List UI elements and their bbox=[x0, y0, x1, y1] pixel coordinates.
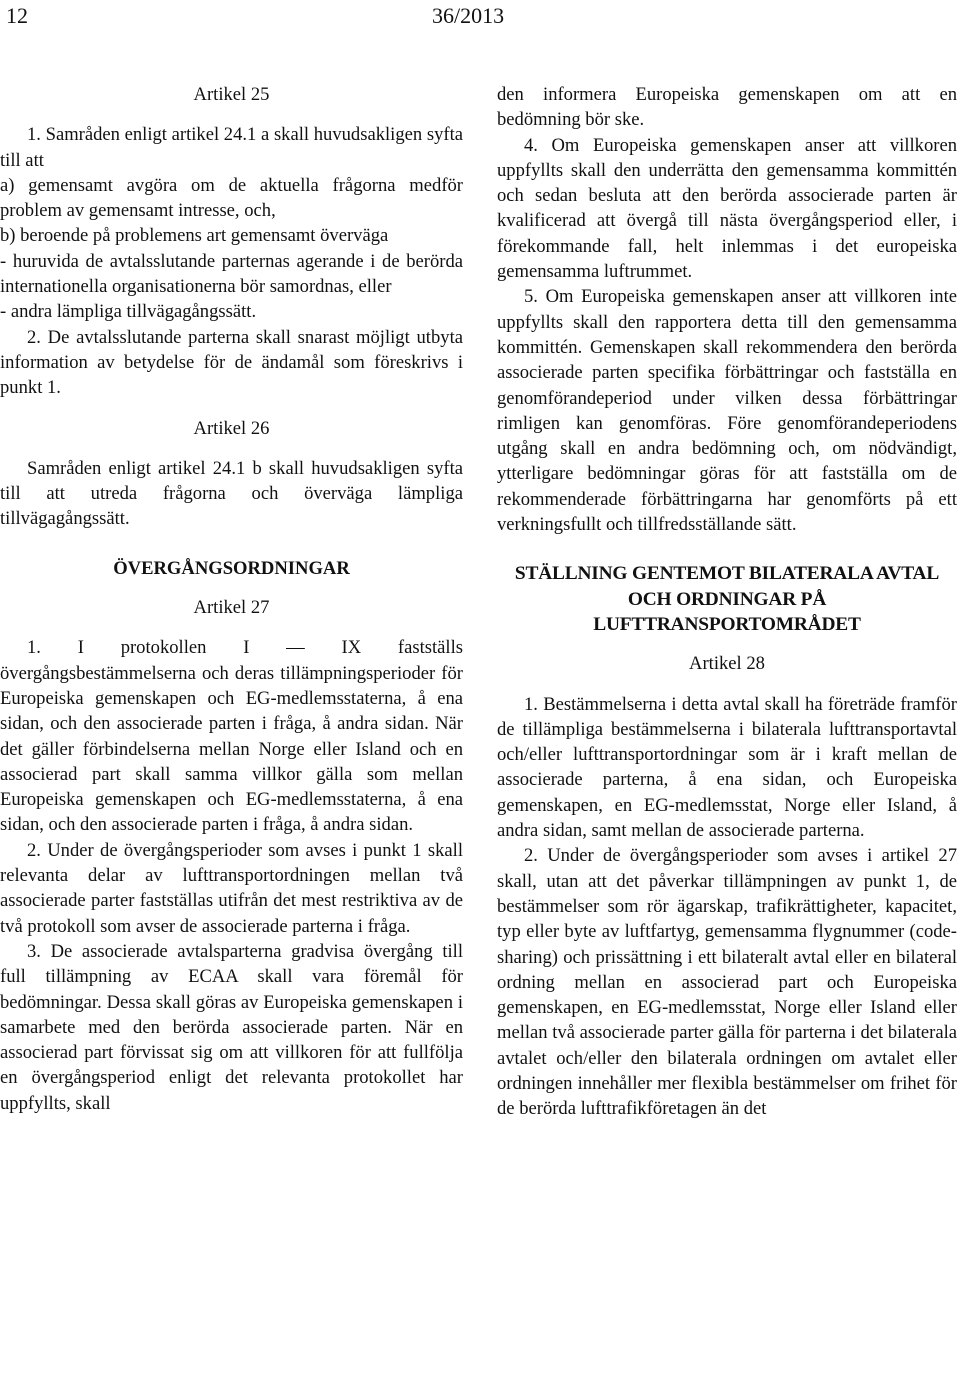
article-25-title: Artikel 25 bbox=[193, 84, 270, 105]
article-27-paragraph-1: 1. I protokollen I — IX fastställs övergångsbestämmelserna och deras tillämpningsperioder för Europeiska gemenskapen och EG-medlemsstaterna, å ena sidan, och den associerade parten i fråga, å andra sidan. När det gäller förbindelserna mellan Norge eller Island och en associerad part skall samma villkor gälla som mellan Europeiska gemenskapen och EG-medlemsstaterna, å ena sidan, och den associerade parten i fråga, å andra sidan. bbox=[0, 637, 463, 836]
article-25-paragraph-1: 1. Samråden enligt artikel 24.1 a skall huvudsakligen syfta till att bbox=[0, 124, 463, 171]
section-heading-transitional: ÖVERGÅNGSORDNINGAR bbox=[113, 557, 350, 579]
section-heading-bilateral: STÄLLNING GENTEMOT BILATERALA AVTAL OCH ORDNINGAR PÅ LUFTTRANSPORTOMRÅDET bbox=[514, 563, 940, 635]
page-header bbox=[0, 0, 960, 30]
article-27-paragraph-5: 5. Om Europeiska gemenskapen anser att villkoren inte uppfyllts skall den rapportera detta till den gemensamma kommittén. Gemenskapen skall rekommendera den berörda associerade parten specifika förbättringar och fastställa en genomförandeperiod under vilken dessa förbättringar rimligen kan genomföras. Före genomförandeperiodens utgång skall en andra bedömning och, om nödvändigt, ytterligare bedömningar göras för att fastställa om de rekommenderade förbättringarna har genomförts på ett verkningsfullt och tillfredsställande sätt. bbox=[497, 286, 957, 536]
article-28-title: Artikel 28 bbox=[689, 653, 765, 675]
left-column bbox=[0, 82, 463, 1116]
article-25-dash-2: - andra lämpliga tillvägagångssätt. bbox=[0, 301, 257, 323]
article-28-paragraph-1: 1. Bestämmelserna i detta avtal skall ha företräde framför de tillämpliga bestämmelserna i bilaterala lufttransportavtal och/eller lufttransportordningar som är i kraft mellan de associerade parterna, å ena sidan, och Europeiska gemenskapen, en EG-medlemsstat, Norge eller Island, å andra sidan, samt mellan de associerade parterna. bbox=[497, 693, 957, 842]
article-25-dash-1: - huruvida de avtalsslutande parternas agerande i de berörda internationella organisationerna bör samordnas, eller bbox=[0, 250, 463, 298]
article-26-paragraph: Samråden enligt artikel 24.1 b skall huvudsakligen syfta till att utreda frågorna och överväga lämpliga tillvägagångssätt. bbox=[0, 457, 463, 530]
continued-paragraph: den informera Europeiska gemenskapen om att en bedömning bör ske. bbox=[497, 84, 957, 131]
article-25-item-a: a) gemensamt avgöra om de aktuella frågorna medför problem av gemensamt intresse, och, bbox=[0, 174, 463, 222]
article-27-paragraph-3: 3. De associerade avtalsparterna gradvisa övergång till full tillämpning av ECAA skall vara föremål för bedömningar. Dessa skall göras av Europeiska gemenskapen i samarbete med den berörda associerade parten. När en associerad part förvissat sig om att villkoren för att fullfölja en övergångsperiod enligt det relevanta protokollet har uppfyllts, skall bbox=[0, 940, 463, 1114]
article-27-paragraph-2: 2. Under de övergångsperioder som avses i punkt 1 skall relevanta delar av lufttransportordningen mellan två associerade parter fastställas utifrån det mest restriktiva av de två protokoll som avser de associerade parterna i fråga. bbox=[0, 839, 463, 937]
article-25-item-b: b) beroende på problemens art gemensamt överväga bbox=[0, 225, 389, 247]
issue-number: 36/2013 bbox=[432, 3, 505, 28]
page-number: 12 bbox=[6, 3, 28, 28]
article-27-title: Artikel 27 bbox=[193, 597, 270, 619]
article-27-paragraph-4: 4. Om Europeiska gemenskapen anser att villkoren uppfyllts skall den underrätta den gemensamma kommittén och sedan besluta att den berörda associerade parten är kvalificerad att övergå till nästa övergångsperiod eller, i förekommande fall, helt inlemmas i det europeiska gemensamma luftrummet. bbox=[497, 134, 957, 283]
right-column bbox=[497, 82, 957, 1122]
article-26-title: Artikel 26 bbox=[193, 417, 270, 439]
article-25-paragraph-2: 2. De avtalsslutande parterna skall snarast möjligt utbyta information av betydelse för de ändamål som föreskrivs i punkt 1. bbox=[0, 326, 463, 399]
article-28-paragraph-2: 2. Under de övergångsperioder som avses i artikel 27 skall, utan att det påverkar tillämpningen av punkt 1, de bestämmelser som rör ägarskap, trafikrättigheter, kapacitet, typ eller byte av luftfartyg, gemensamma flygnummer (code-sharing) och prissättning i ett bilateralt avtal eller en bilateral ordning mellan en associerad part och Europeiska gemenskapen, en EG-medlemsstat, Norge eller Island eller mellan två associerade parter gälla för parterna i det bilaterala avtalet och/eller den bilaterala ordningen om avtalet eller ordningen innehåller mer flexibla bestämmelser om frihet för de berörda lufttrafikföretagen än det bbox=[497, 845, 957, 1120]
